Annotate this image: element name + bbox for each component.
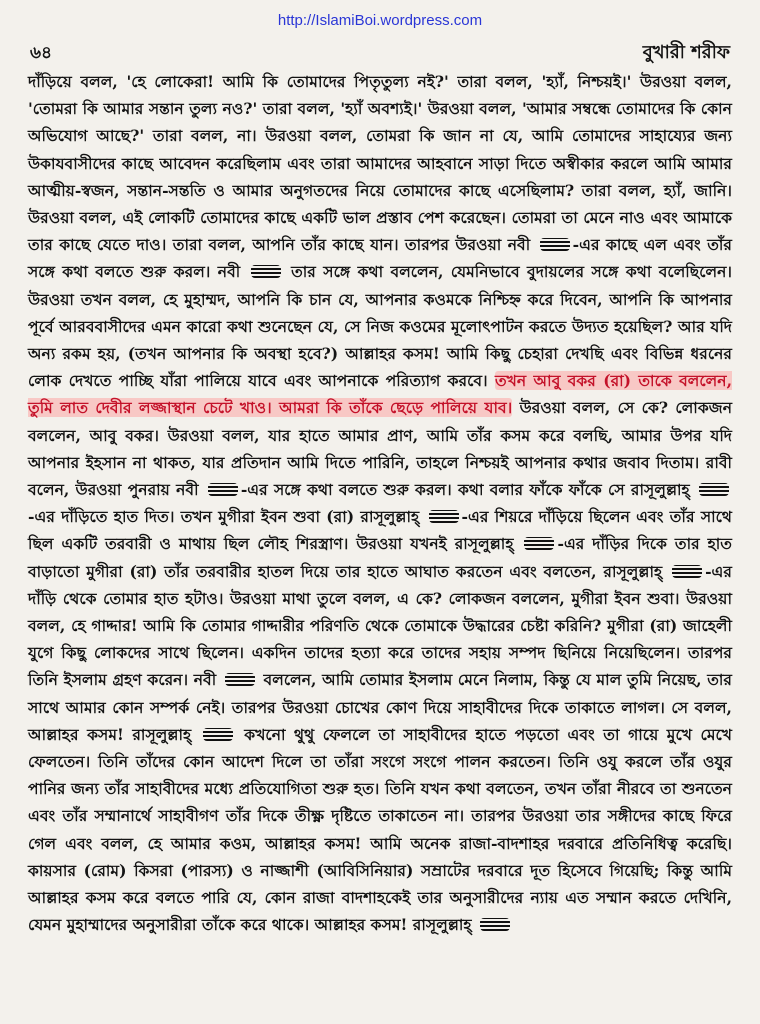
salawat-calligraphy-icon	[203, 728, 233, 741]
salawat-calligraphy-icon	[208, 483, 238, 496]
text-segment: -এর শিয়রে দাঁড়িয়ে ছিলেন এবং তাঁর সাথে ছিল একটি তরবারী ও মাথায় ছিল লৌহ শিরস্ত্রাণ। উরওয়া যখনই রাসূলুল্লাহ্	[28, 507, 733, 554]
highlighted-text: তখন আবু বকর (রা) তাকে বললেন, তুমি লাত দেবীর লজ্জাস্থান চেটে খাও। আমরা কি তাঁকে ছেড়ে পালিয়ে যাব।	[28, 371, 732, 418]
salawat-calligraphy-icon	[251, 265, 281, 278]
text-segment: -এর সঙ্গে কথা বলতে শুরু করল। কথা বলার ফাঁকে ফাঁকে সে রাসূলুল্লাহ্	[240, 480, 690, 500]
salawat-calligraphy-icon	[480, 918, 510, 931]
salawat-calligraphy-icon	[540, 238, 570, 251]
page-header	[22, 14, 738, 64]
text-segment: বললেন, আমি তোমার ইসলাম মেনে নিলাম, কিন্তু যে মাল তুমি নিয়েছ, তার সাথে আমার কোন সম্পর্ক নেই। তারপর উরওয়া চোখের কোণ দিয়ে সাহাবীদের দিকে তাকাতে লাগল। সে বলল, আল্লাহর কসম! রাসূলুল্লাহ্	[28, 670, 733, 744]
main-paragraph	[28, 68, 732, 939]
salawat-calligraphy-icon	[225, 673, 255, 686]
text-segment: -এর দাঁড়িতে হাত দিত। তখন মুগীরা ইবন শুবা (রা) রাসূলুল্লাহ্	[28, 507, 420, 527]
salawat-calligraphy-icon	[672, 565, 702, 578]
salawat-calligraphy-icon	[699, 483, 729, 496]
text-segment: -এর দাঁড়ির দিকে তার হাত বাড়াতো মুগীরা (রা) তাঁর তরবারীর হাতল দিয়ে তার হাতে আঘাত করতেন এবং বলতেন, রাসূলুল্লাহ্	[28, 534, 733, 581]
book-title: বুখারী শরীফ	[642, 42, 730, 63]
salawat-calligraphy-icon	[524, 537, 554, 550]
source-url: http://IslamiBoi.wordpress.com	[277, 12, 483, 29]
salawat-calligraphy-icon	[429, 510, 459, 523]
text-segment: -এর কাছে এল এবং তাঁর সঙ্গে কথা বলতে শুরু করল। নবী	[28, 235, 732, 282]
text-segment: কখনো থুথু ফেললে তা সাহাবীদের হাতে পড়তো এবং তা গায়ে মুখে মেখে ফেলতেন। তিনি তাঁদের কোন আদেশ দিলে তা তাঁরা সংগে সংগে পালন করতেন। তিনি ওযু করলে তাঁর ওযুর পানির জন্য তাঁর সাহাবীদের মধ্যে প্রতিযোগিতা শুরু হত। তিনি যখন কথা বলতেন, তখন তাঁরা নীরবে তা শুনতেন এবং তাঁর সম্মানার্থে সাহাবীগণ তাঁর দিকে তীক্ষ্ণ দৃষ্টিতে তাকাতেন না। তারপর উরওয়া তার সঙ্গীদের কাছে ফিরে গেল এবং বলল, হে আমার কওম, আল্লাহর কসম! আমি অনেক রাজা-বাদশাহর দরবারে প্রতিনিধিত্ব করেছি। কায়সার (রোম) কিসরা (পারস্য) ও নাজ্জাশী (আবিসিনিয়ার) সম্রাটের দরবারে দূত হিসেবে গিয়েছি; কিন্তু আমি আল্লাহর কসম করে বলতে পারি যে, কোন রাজা বাদশাহকেই তার অনুসারীদের ন্যায় এত সম্মান করতে দেখিনি, যেমন মুহাম্মাদের অনুসারীরা তাঁকে করে থাকে। আল্লাহর কসম! রাসূলুল্লাহ্	[28, 724, 732, 935]
text-segment: দাঁড়িয়ে বলল, 'হে লোকেরা! আমি কি তোমাদের পিতৃতুল্য নই?' তারা বলল, 'হ্যাঁ, নিশ্চয়ই।' উরওয়া বলল, 'তোমরা কি আমার সন্তান তুল্য নও?' তারা বলল, 'হ্যাঁ অবশ্যই।' উরওয়া বলল, 'আমার সম্বন্ধে তোমাদের কি কোন অভিযোগ আছে?' তারা বলল, না। উরওয়া বলল, তোমরা কি জান না যে, আমি তোমাদের সাহায্যের জন্য উকাযবাসীদের কাছে আবেদন করেছিলাম এবং তারা আমাদের আহবানে সাড়া দিতে অস্বীকার করলে আমি আমার আত্মীয়-স্বজন, সন্তান-সন্ততি ও আমার অনুগতদের নিয়ে তোমাদের কাছে এসেছিলাম? তারা বলল, হ্যাঁ, জানি। উরওয়া বলল, এই লোকটি তোমাদের কাছে একটি ভাল প্রস্তাব পেশ করেছেন। তোমরা তা মেনে নাও এবং আমাকে তার কাছে যেতে দাও। তারা বলল, আপনি তাঁর কাছে যান। তারপর উরওয়া নবী	[28, 72, 732, 255]
text-segment: তার সঙ্গে কথা বললেন, যেমনিভাবে বুদায়লের সঙ্গে কথা বলেছিলেন। উরওয়া তখন বলল, হে মুহাম্মদ, আপনি কি চান যে, আপনার কওমকে নিশ্চিহ্ন করে দিবেন, আপনি কি আপনার পূর্বে আরববাসীদের এমন কারো কথা শুনেছেন যে, সে নিজ কওমের মূলোৎপাটন করতে উদ্যত হয়েছিল? আর যদি অন্য রকম হয়, (তখন আপনার কি অবস্থা হবে?) আল্লাহর কসম! আমি কিছু চেহারা দেখছি এবং বিভিন্ন ধরনের লোক দেখতে পাচ্ছি যাঁরা পালিয়ে যাবে এবং আপনাকে পরিত্যাগ করবে।	[28, 262, 732, 391]
text-segment: -এর দাঁড়ি থেকে তোমার হাত হটাও। উরওয়া মাথা তুলে বলল, এ কে? লোকজন বললেন, মুগীরা ইবন শুবা। উরওয়া বলল, হে গাদ্দার! আমি কি তোমার গাদ্দারীর পরিণতি থেকে তোমাকে উদ্ধারের চেষ্টা করিনি? মুগীরা (রা) জাহেলী যুগে কিছু লোকদের সাথে ছিলেন। একদিন তাদের হত্যা করে তাদের সহায় সম্পদ ছিনিয়ে নিয়েছিলেন। তারপর তিনি ইসলাম গ্রহণ করেন। নবী	[28, 561, 732, 690]
text-segment: উরওয়া বলল, সে কে? লোকজন বললেন, আবু বকর। উরওয়া বলল, যার হাতে আমার প্রাণ, আমি তাঁর কসম করে বলছি, আমার উপর যদি আপনার ইহসান না থাকত, যার প্রতিদান আমি দিতে পারিনি, তাহলে নিশ্চয়ই আপনার কথার জবাব দিতাম। রাবী বলেন, উরওয়া পুনরায় নবী	[28, 398, 732, 500]
page-number: ৬৪	[30, 43, 53, 63]
